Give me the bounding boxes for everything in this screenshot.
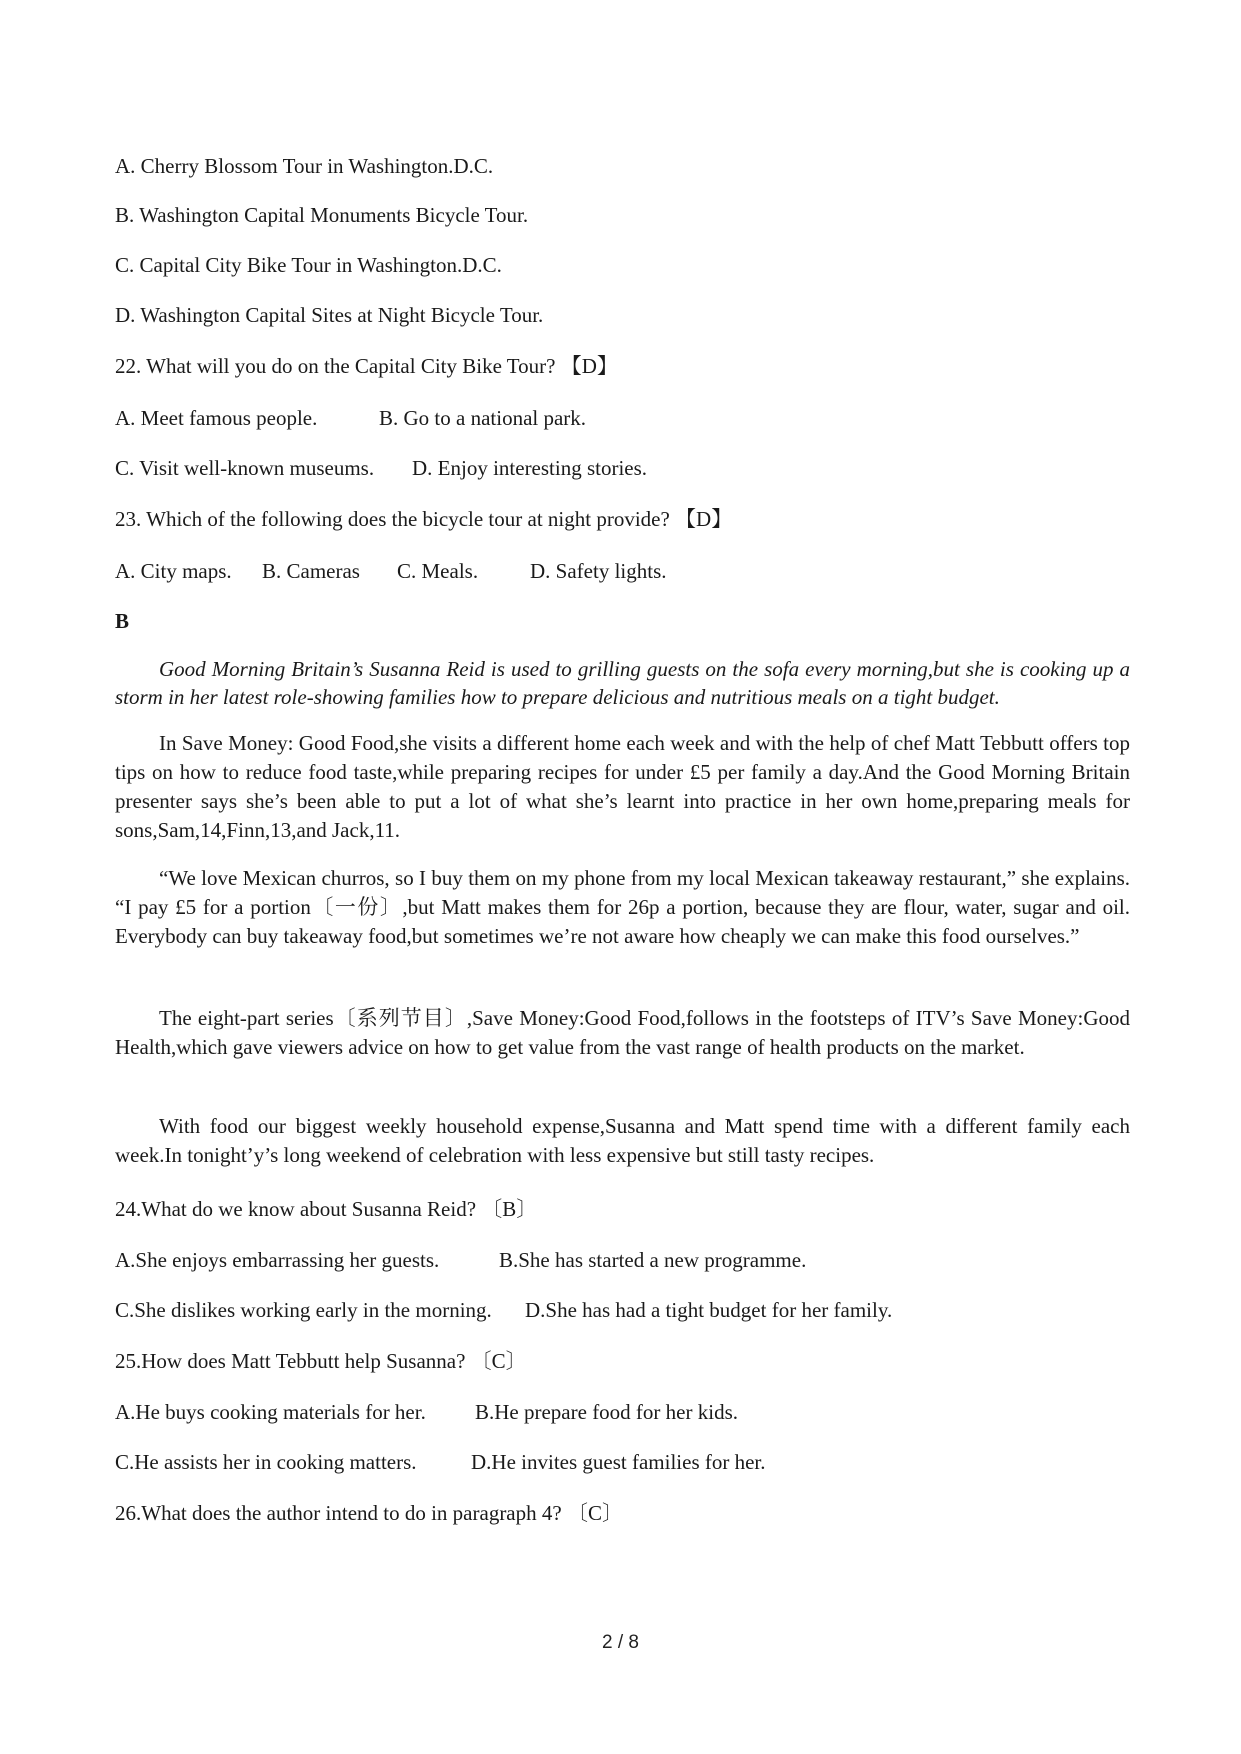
q25-option-c: C.He assists her in cooking matters. — [115, 1450, 417, 1474]
section-heading: B — [115, 609, 130, 633]
q24-question: 24.What do we know about Susanna Reid? 〔B〕 — [115, 1197, 538, 1221]
q22-options-row-1 — [115, 404, 586, 432]
q24-options-row-2 — [115, 1296, 892, 1324]
q22-options-row-2 — [115, 454, 647, 482]
q25-option-d: D.He invites guest families for her. — [471, 1450, 766, 1474]
q24-option-b: B.She has started a new programme. — [499, 1248, 807, 1272]
q22-option-b: B. Go to a national park. — [379, 406, 587, 430]
passage-paragraph-3: The eight-part series〔系列节目〕,Save Money:Good Food,follows in the footsteps of ITV’s Save Money:Good Health,which gave viewers advice on how to get value from the vast range of health products on the market. — [115, 1006, 1130, 1059]
q21-option-a: A. Cherry Blossom Tour in Washington.D.C. — [115, 154, 494, 178]
q25-option-a: A.He buys cooking materials for her. — [115, 1400, 426, 1424]
q21-option-d: D. Washington Capital Sites at Night Bicycle Tour. — [115, 303, 544, 327]
passage-paragraph-1: In Save Money: Good Food,she visits a different home each week and with the help of chef Matt Tebbutt offers top tips on how to reduce food taste,while preparing recipes for under £5 per family a day.And the Good Morning Britain presenter says she’s been able to put a lot of what she’s learnt into practice in her own home,preparing meals for sons,Sam,14,Finn,13,and Jack,11. — [115, 731, 1130, 842]
q22-option-c: C. Visit well-known museums. — [115, 456, 375, 480]
q24-option-a: A.She enjoys embarrassing her guests. — [115, 1248, 440, 1272]
passage-paragraph-2: “We love Mexican churros, so I buy them on my phone from my local Mexican takeaway restaurant,” she explains. “I pay £5 for a portion〔一份〕,but Matt makes them for 26p a portion, because they are flour, water, sugar and oil. Everybody can buy takeaway food,but sometimes we’re not aware how cheaply we can make this food ourselves.” — [115, 866, 1130, 948]
q23-option-a: A. City maps. — [115, 559, 232, 583]
q22-option-a: A. Meet famous people. — [115, 406, 318, 430]
q23-option-d: D. Safety lights. — [530, 559, 667, 583]
page-number: 2 / 8 — [602, 1632, 639, 1653]
q23-option-b: B. Cameras — [262, 559, 360, 583]
q25-option-b: B.He prepare food for her kids. — [475, 1400, 738, 1424]
q22-question: 22. What will you do on the Capital City Bike Tour? 【D】 — [115, 354, 618, 378]
q24-option-d: D.She has had a tight budget for her family. — [525, 1298, 893, 1322]
q25-options-row-1 — [115, 1398, 738, 1426]
passage-paragraph-4: With food our biggest weekly household expense,Susanna and Matt spend time with a different family each week.In tonight’y’s long weekend of celebration with less expensive but still tasty recipes. — [115, 1114, 1130, 1167]
q25-options-row-2 — [115, 1448, 766, 1476]
passage-intro: Good Morning Britain’s Susanna Reid is used to grilling guests on the sofa every morning,but she is cooking up a storm in her latest role-showing families how to prepare delicious and nutritious meals on a tight budget. — [115, 657, 1130, 709]
q25-question: 25.How does Matt Tebbutt help Susanna? 〔C〕 — [115, 1349, 527, 1373]
q22-option-d: D. Enjoy interesting stories. — [412, 456, 648, 480]
q21-option-c: C. Capital City Bike Tour in Washington.D.C. — [115, 253, 502, 277]
q24-options-row-1 — [115, 1246, 806, 1274]
q21-option-b: B. Washington Capital Monuments Bicycle Tour. — [115, 203, 529, 227]
q24-option-c: C.She dislikes working early in the morning. — [115, 1298, 492, 1322]
q26-question: 26.What does the author intend to do in paragraph 4? 〔C〕 — [115, 1501, 623, 1525]
q23-options-row — [115, 557, 667, 585]
q23-question: 23. Which of the following does the bicycle tour at night provide? 【D】 — [115, 507, 733, 531]
q23-option-c: C. Meals. — [397, 559, 479, 583]
